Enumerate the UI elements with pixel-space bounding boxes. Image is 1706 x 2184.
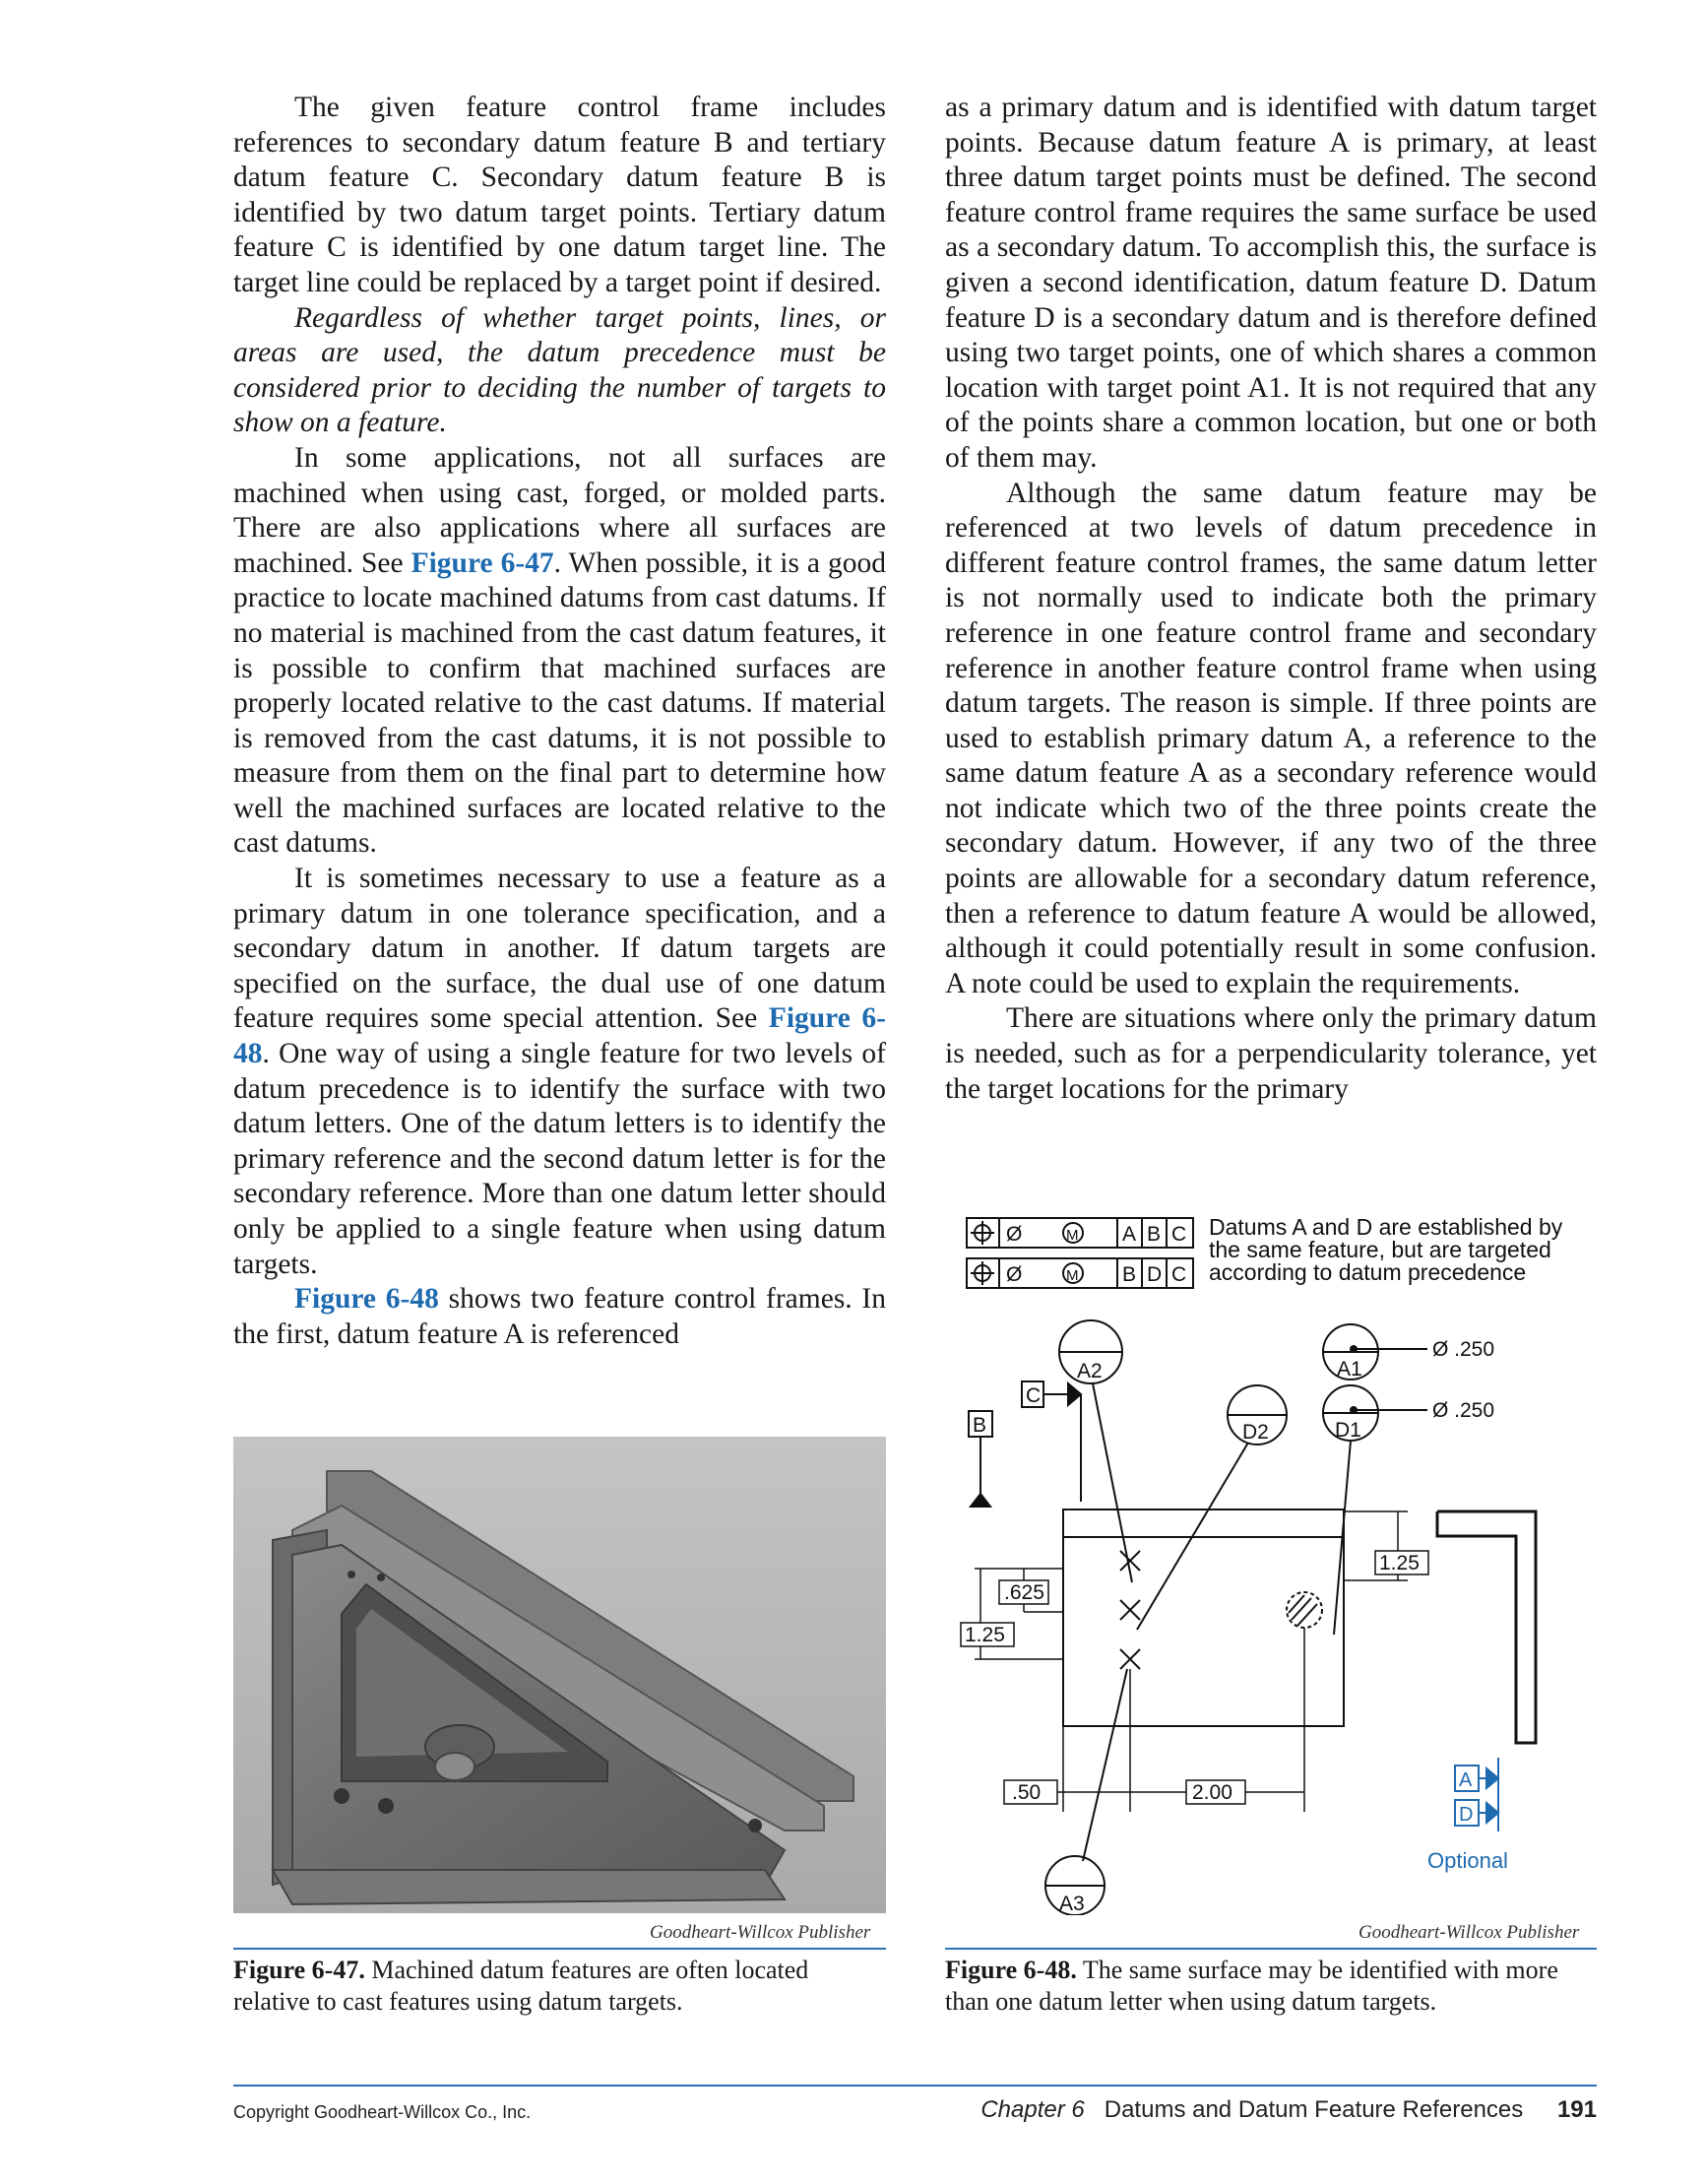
svg-text:A2: A2	[1077, 1360, 1103, 1382]
svg-text:Ø .250: Ø .250	[1432, 1399, 1495, 1422]
footer-chapter-info	[980, 2096, 1597, 2124]
footer-rule	[233, 2085, 1597, 2087]
svg-text:2.00: 2.00	[1192, 1781, 1232, 1804]
caption-rule	[945, 1948, 1597, 1950]
svg-text:M: M	[1066, 1267, 1079, 1284]
svg-text:M: M	[1066, 1227, 1079, 1244]
paragraph: Although the same datum feature may be referenced at two levels of datum precedence in different feature control frames, the same datum letter is not normally used to indicate both the primary reference in one feature control frame and secondary reference in another feature control frame when using datum targets. The reason is simple. If three points are used to establish primary datum A, a reference to the same datum feature A as a secondary reference would not indicate which two of the three points create the secondary datum. However, if any two of the three points are allowable for a secondary datum reference, then a reference to datum feature A would be allowed, although it could potentially result in some confusion. A note could be used to explain the requirements.	[945, 477, 1597, 999]
figure-reference-link[interactable]: Figure 6-48	[294, 1283, 439, 1316]
svg-text:Ø .250: Ø .250	[1432, 1338, 1495, 1361]
svg-text:B: B	[1122, 1263, 1137, 1286]
svg-text:.50: .50	[1012, 1781, 1042, 1804]
paragraph: Figure 6-48 shows two feature control frames. In the first, datum feature A is referenced	[233, 1283, 886, 1350]
paragraph: as a primary datum and is identified with datum target points. Because datum feature A is primary, at least three datum target points must be defined. The second feature control frame requires the same surface be used as a secondary datum. To accomplish this, the surface is given a second identification, datum feature D. Datum feature D is a secondary datum and is therefore defined using two target points, one of which shares a common location with target point A1. It is not required that any of the points share a common location, but one or both of them may.	[945, 92, 1597, 474]
paragraph: In some applications, not all surfaces are machined when using cast, forged, or molded parts. There are also applications where all surfaces are machined. See Figure 6-47. When possible, it is a good practice to locate machined datums from cast datums. If no material is machined from the cast datum features, it is possible to confirm that machined surfaces are properly located relative to the cast datums. If material is removed from the cast datums, it is not possible to measure from them on the final part to determine how well the machined surfaces are located relative to the cast datums.	[233, 441, 886, 860]
svg-text:Ø: Ø	[1006, 1263, 1023, 1286]
figure-6-47-caption: Figure 6-47. Machined datum features are often located relative to cast features using datum targets.	[233, 1956, 809, 2016]
svg-text:A: A	[1122, 1223, 1137, 1246]
paragraph: The given feature control frame includes references to secondary datum feature B and tertiary datum feature C. Secondary datum feature B is identified by two datum target points. Tertiary datum feature C is identified by one datum target line. The target line could be replaced by a target point if desired.	[233, 92, 886, 298]
optional-label: Optional	[1427, 1848, 1508, 1873]
svg-text:1.25: 1.25	[1379, 1552, 1420, 1574]
right-column	[945, 91, 1597, 1107]
svg-text:.625: .625	[1004, 1581, 1044, 1604]
figure-reference-link[interactable]: Figure 6-48	[233, 1002, 886, 1070]
figure-6-48-caption: Figure 6-48. The same surface may be identified with more than one datum letter when using datum targets.	[945, 1956, 1558, 2016]
figure-note: Datums A and D are established by the same feature, but are targeted according to datum precedence	[1209, 1214, 1563, 1285]
svg-text:B: B	[973, 1414, 987, 1437]
paragraph: There are situations where only the primary datum is needed, such as for a perpendicularity tolerance, yet the target locations for the primary	[945, 1002, 1597, 1105]
svg-text:D1: D1	[1335, 1419, 1361, 1442]
cast-part-image	[233, 1437, 886, 1913]
svg-text:C: C	[1171, 1223, 1187, 1246]
svg-text:D: D	[1147, 1263, 1163, 1286]
svg-text:A3: A3	[1059, 1893, 1085, 1915]
svg-text:D: D	[1459, 1804, 1474, 1826]
datum-target-drawing	[945, 1206, 1597, 1915]
chapter-label: Chapter 6	[980, 2096, 1085, 2123]
svg-text:1.25: 1.25	[965, 1624, 1005, 1646]
svg-text:B: B	[1147, 1223, 1162, 1246]
figure-credit: Goodheart-Willcox Publisher	[1358, 1922, 1580, 1943]
italic-paragraph: Regardless of whether target points, lines, or areas are used, the datum precedence must be considered prior to deciding the number of targets to show on a feature.	[233, 301, 886, 439]
figure-reference-link[interactable]: Figure 6-47	[411, 546, 554, 579]
svg-text:A1: A1	[1337, 1358, 1362, 1381]
caption-rule	[233, 1948, 886, 1950]
svg-text:A: A	[1459, 1769, 1473, 1791]
chapter-title: Datums and Datum Feature References	[1104, 2096, 1524, 2123]
footer-copyright: Copyright Goodheart-Willcox Co., Inc.	[233, 2102, 532, 2122]
figure-credit: Goodheart-Willcox Publisher	[650, 1922, 871, 1943]
svg-text:D2: D2	[1242, 1421, 1269, 1444]
svg-text:C: C	[1026, 1384, 1042, 1407]
part-outline	[1063, 1510, 1344, 1726]
paragraph: It is sometimes necessary to use a feature as a primary datum in one tolerance specification, and a secondary datum in another. If datum targets are specified on the surface, the dual use of one datum feature requires some special attention. See Figure 6-48. One way of using a single feature for two levels of datum precedence is to identify the surface with two datum letters. One of the datum letters is to identify the primary reference and the second datum letter is for the secondary reference. More than one datum letter should only be applied to a single feature when using datum targets.	[233, 863, 886, 1280]
figure-6-48-drawing	[945, 1206, 1597, 1915]
figure-6-47-photo	[233, 1437, 886, 1913]
left-column	[233, 91, 886, 1352]
svg-text:C: C	[1171, 1263, 1187, 1286]
svg-text:Ø: Ø	[1006, 1223, 1023, 1246]
page-number: 191	[1556, 2096, 1597, 2123]
